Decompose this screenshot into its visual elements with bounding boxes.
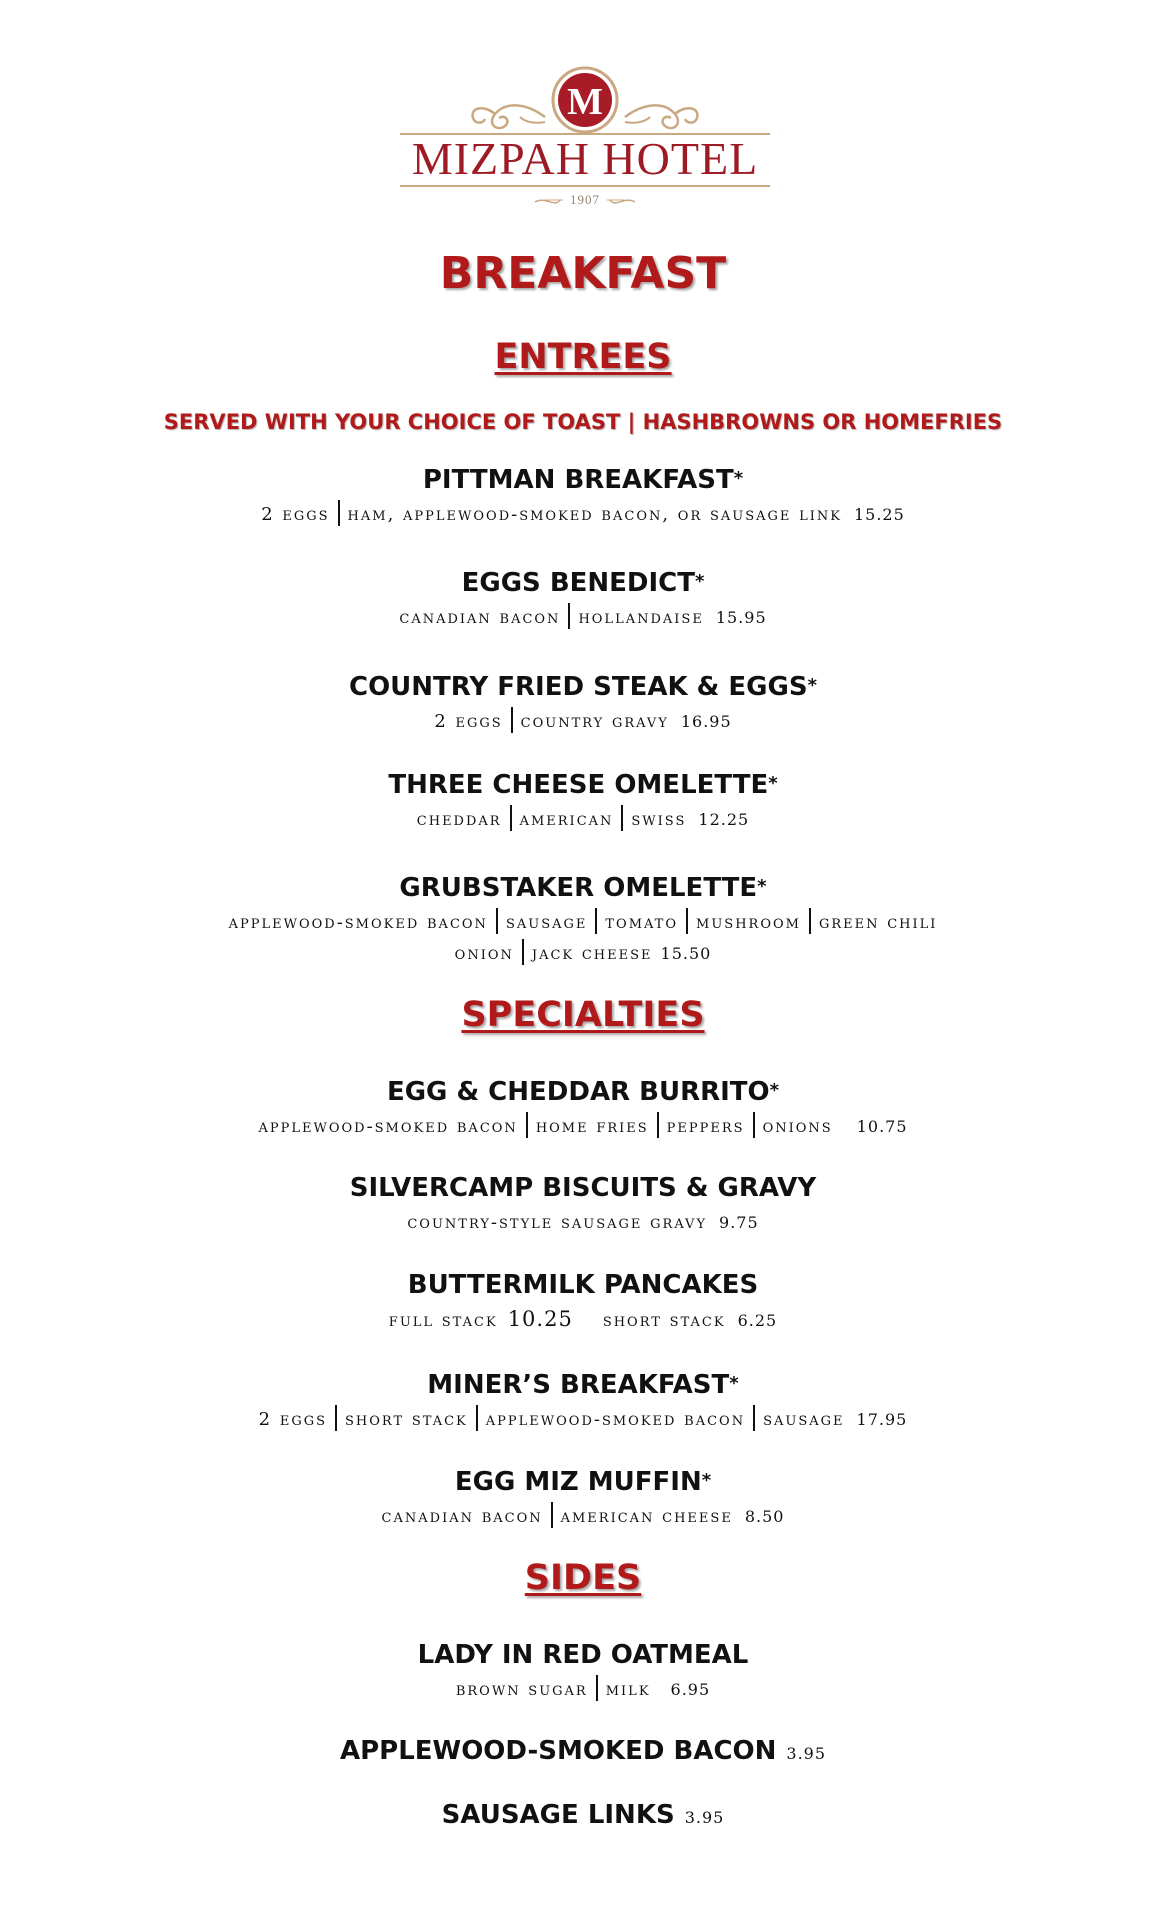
item-name: COUNTRY FRIED STEAK & EGGS [349, 672, 808, 702]
separator [526, 1112, 528, 1138]
item-name: EGGS BENEDICT [461, 568, 695, 598]
separator [657, 1112, 659, 1138]
logo-year: 1907 [570, 192, 600, 207]
item-price: 6.95 [670, 1680, 711, 1699]
entrees-serving-note: SERVED WITH YOUR CHOICE OF TOAST | HASHBROWNS OR HOMEFRIES [163, 410, 1003, 434]
short-stack-label: short stack [602, 1310, 726, 1331]
item-price: 3.95 [684, 1808, 725, 1827]
separator [496, 908, 498, 934]
item-star: * [694, 571, 705, 592]
item-desc-part: jack cheese [531, 943, 653, 964]
item-desc-part: onion [454, 943, 514, 964]
item-desc-part: mushroom [696, 912, 801, 933]
logo-letter: M [567, 81, 603, 123]
item-desc-part: tomato [605, 912, 679, 933]
item-desc-part: onions [762, 1116, 833, 1137]
item-star: * [729, 1373, 739, 1394]
item-desc-part: short stack [345, 1409, 468, 1430]
menu-item-miners-breakfast [0, 1370, 1166, 1435]
item-name: THREE CHEESE OMELETTE [388, 770, 769, 800]
section-heading-sides: SIDES [524, 1558, 642, 1598]
item-name: GRUBSTAKER OMELETTE [399, 873, 758, 903]
separator [551, 1502, 553, 1528]
item-desc-part: american [519, 809, 614, 830]
item-price: 15.95 [715, 608, 767, 627]
item-name: EGG & CHEDDAR BURRITO [386, 1077, 770, 1107]
separator [338, 500, 340, 526]
menu-item-egg-cheddar-burrito [0, 1077, 1166, 1142]
menu-title: BREAKFAST [439, 248, 727, 299]
separator [335, 1405, 337, 1431]
menu-item-pittman-breakfast [0, 465, 1166, 530]
item-star: * [757, 876, 767, 897]
menu-item-silvercamp-biscuits-gravy [0, 1173, 1166, 1238]
item-desc-part: sausage [763, 1409, 845, 1430]
menu-item-grubstaker-omelette [0, 873, 1166, 969]
item-desc-part: green chili [818, 912, 938, 933]
item-name: APPLEWOOD-SMOKED BACON [339, 1736, 777, 1766]
item-desc-part: brown sugar [455, 1679, 588, 1700]
separator [753, 1112, 755, 1138]
item-price: 8.50 [744, 1507, 785, 1526]
item-desc-part: country-style sausage gravy [407, 1212, 708, 1233]
item-desc-part: hollandaise [578, 607, 704, 628]
separator [596, 1675, 598, 1701]
separator [621, 805, 623, 831]
menu-item-egg-miz-muffin [0, 1467, 1166, 1532]
item-price: 15.25 [853, 505, 905, 524]
menu-item-applewood-smoked-bacon [0, 1736, 1166, 1766]
item-desc-part: canadian bacon [399, 607, 561, 628]
logo-hotel-name: MIZPAH HOTEL [411, 133, 759, 184]
separator [510, 805, 512, 831]
item-desc-part: 2 eggs [258, 1409, 327, 1430]
separator [686, 908, 688, 934]
item-star: * [769, 1080, 780, 1101]
item-desc-part: applewood-smoked bacon [485, 1409, 746, 1430]
item-desc-part: peppers [666, 1116, 745, 1137]
menu-item-sausage-links [0, 1800, 1166, 1830]
short-stack-price: 6.25 [737, 1311, 778, 1330]
item-star: * [768, 773, 778, 794]
separator [809, 908, 811, 934]
full-stack-label: full stack [388, 1310, 498, 1331]
item-name: MINER’S BREAKFAST [427, 1370, 730, 1400]
menu-item-three-cheese-omelette [0, 770, 1166, 835]
menu-item-buttermilk-pancakes [0, 1270, 1166, 1336]
item-name: PITTMAN BREAKFAST [422, 465, 734, 495]
item-name: BUTTERMILK PANCAKES [407, 1270, 759, 1300]
menu-item-eggs-benedict [0, 568, 1166, 633]
separator [753, 1405, 755, 1431]
full-stack-price: 10.25 [507, 1307, 573, 1331]
item-desc-part: 2 eggs [261, 504, 330, 525]
item-desc-part: canadian bacon [381, 1506, 543, 1527]
item-desc-part: home fries [535, 1116, 649, 1137]
item-price: 16.95 [680, 712, 732, 731]
item-price: 15.50 [660, 944, 712, 963]
item-name: SILVERCAMP BISCUITS & GRAVY [349, 1173, 817, 1203]
separator [476, 1405, 478, 1431]
item-name: LADY IN RED OATMEAL [417, 1640, 749, 1670]
item-desc-part: 2 eggs [434, 711, 503, 732]
separator [522, 939, 524, 965]
item-desc-part: milk [605, 1679, 651, 1700]
section-heading-entrees: ENTREES [494, 337, 672, 377]
item-name: SAUSAGE LINKS [441, 1800, 675, 1830]
item-price: 3.95 [786, 1744, 827, 1763]
item-price: 9.75 [719, 1213, 759, 1232]
item-desc-part: applewood-smoked bacon [258, 1116, 518, 1137]
item-star: * [701, 1470, 712, 1491]
item-price: 10.75 [856, 1117, 908, 1136]
separator [511, 707, 513, 733]
item-desc-part: american cheese [560, 1506, 733, 1527]
section-heading-specialties: SPECIALTIES [461, 995, 705, 1035]
item-desc-part: applewood-smoked bacon [228, 912, 488, 933]
item-desc-part: ham, applewood-smoked bacon, or sausage link [347, 504, 842, 525]
item-price: 12.25 [698, 810, 750, 829]
item-desc-part: country gravy [520, 711, 669, 732]
item-star: * [807, 675, 817, 696]
menu-item-lady-in-red-oatmeal [0, 1640, 1166, 1705]
hotel-logo [395, 62, 775, 222]
item-name: EGG MIZ MUFFIN [454, 1467, 702, 1497]
menu-item-country-fried-steak [0, 672, 1166, 737]
separator [595, 908, 597, 934]
item-star: * [733, 468, 744, 489]
separator [568, 603, 570, 629]
item-price: 17.95 [856, 1410, 908, 1429]
item-desc-part: swiss [631, 809, 687, 830]
item-desc-part: cheddar [416, 809, 502, 830]
item-desc-part: sausage [505, 912, 588, 933]
